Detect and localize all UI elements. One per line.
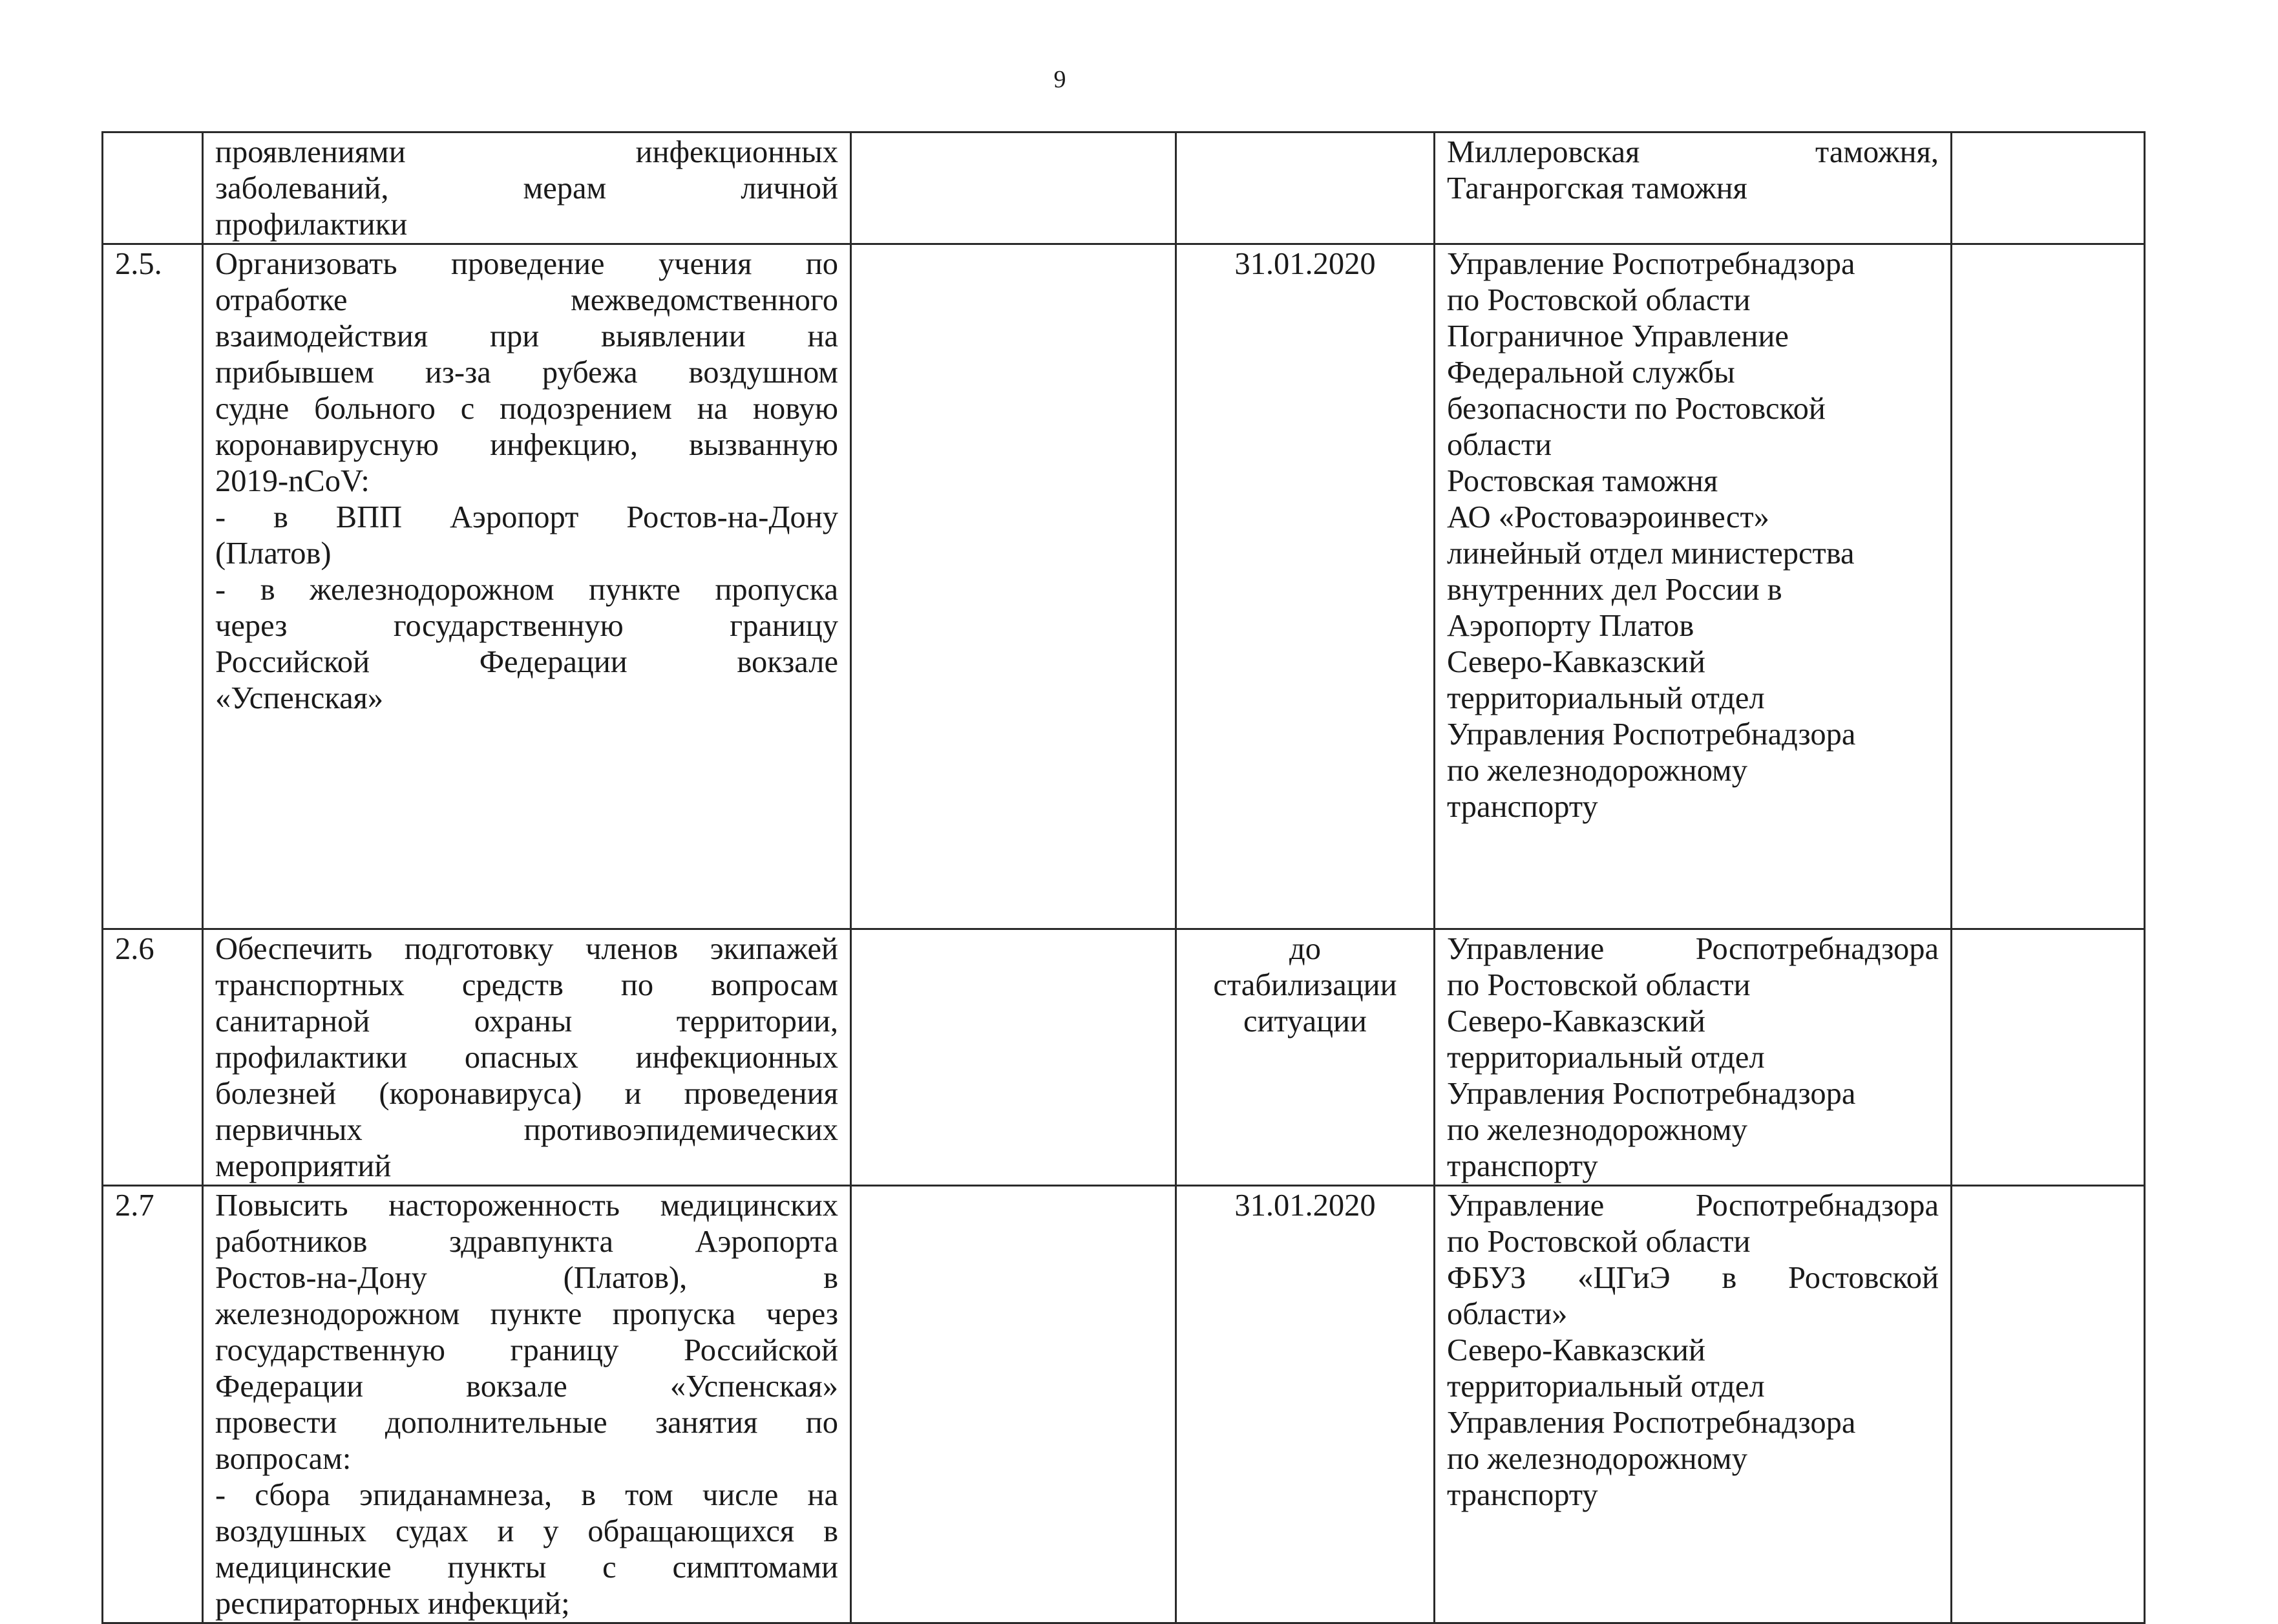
text-line: - в ВПП Аэропорт Ростов-на-Дону (215, 500, 838, 534)
measure-description-cell (203, 1186, 851, 1623)
text-line: Управления Роспотребнадзора (1447, 1406, 1856, 1440)
text-line: области» (1447, 1297, 1568, 1331)
text-line: 2019-nCoV: (215, 464, 370, 498)
text-line: прибывшем из-за рубежа воздушном (215, 355, 838, 390)
text-line: «Успенская» (215, 681, 384, 715)
text-line: профилактики опасных инфекционных (215, 1040, 838, 1075)
deadline-cell (1176, 929, 1435, 1186)
text-line: (Платов) (215, 536, 332, 571)
text-line: Управление Роспотребнадзора (1447, 1188, 1939, 1223)
text-line: отработке межведомственного (215, 283, 838, 317)
text-line: Таганрогская таможня (1447, 171, 1747, 206)
text-line: судне больного с подозрением на новую (215, 392, 838, 426)
text-line: территориальный отдел (1447, 681, 1765, 715)
responsible-cell (1435, 244, 1952, 929)
page-number: 9 (1053, 66, 1066, 93)
text-line: АО «Ростоваэроинвест» (1447, 500, 1769, 534)
text-line: профилактики (215, 207, 408, 242)
text-line: болезней (коронавируса) и проведения (215, 1077, 838, 1111)
text-line: вопросам: (215, 1442, 352, 1476)
item-number-cell: 2.5. (103, 244, 203, 929)
deadline-cell (1176, 132, 1435, 244)
measure-description-cell (203, 244, 851, 929)
text-line: Управление Роспотребнадзора (1447, 247, 1855, 281)
text-line: мероприятий (215, 1149, 392, 1183)
text-line: по железнодорожному (1447, 754, 1747, 788)
text-line: коронавирусную инфекцию, вызванную (215, 428, 838, 462)
table-row (103, 244, 2145, 929)
item-number-cell: 2.6 (103, 929, 203, 1186)
table-row (103, 132, 2145, 244)
text-line: внутренних дел России в (1447, 573, 1782, 607)
table-row (103, 929, 2145, 1186)
text-line: Организовать проведение учения по (215, 247, 838, 281)
deadline-line: стабилизации (1213, 968, 1397, 1002)
text-line: Северо-Кавказский (1447, 1333, 1705, 1367)
note-cell (1952, 244, 2145, 929)
deadline-line: до (1289, 932, 1321, 966)
text-line: транспортных средств по вопросам (215, 968, 838, 1002)
text-line: респираторных инфекций; (215, 1587, 570, 1621)
text-line: территориальный отдел (1447, 1369, 1765, 1404)
text-line: воздушных судах и у обращающихся в (215, 1514, 838, 1548)
text-line: транспорту (1447, 790, 1598, 824)
text-line: линейный отдел министерства (1447, 536, 1855, 571)
text-line: транспорту (1447, 1149, 1598, 1183)
measures-table (101, 131, 2146, 1624)
text-line: Российской Федерации вокзале (215, 645, 838, 679)
text-line: территориальный отдел (1447, 1040, 1765, 1075)
text-line: Управления Роспотребнадзора (1447, 717, 1856, 752)
text-line: провести дополнительные занятия по (215, 1406, 838, 1440)
text-line: Ростовская таможня (1447, 464, 1718, 498)
empty-cell (851, 132, 1176, 244)
text-line: по Ростовской области (1447, 968, 1751, 1002)
text-line: Управление Роспотребнадзора (1447, 932, 1939, 966)
deadline-line: ситуации (1243, 1004, 1367, 1039)
text-line: проявлениями инфекционных (215, 135, 838, 169)
note-cell (1952, 929, 2145, 1186)
text-line: по железнодорожному (1447, 1442, 1747, 1476)
note-cell (1952, 132, 2145, 244)
text-line: - сбора эпиданамнеза, в том числе на (215, 1478, 838, 1512)
responsible-cell (1435, 929, 1952, 1186)
deadline-cell: 31.01.2020 (1176, 1186, 1435, 1623)
text-line: Северо-Кавказский (1447, 1004, 1705, 1039)
item-number-cell (103, 132, 203, 244)
text-line: - в железнодорожном пункте пропуска (215, 573, 838, 607)
text-line: области (1447, 428, 1552, 462)
text-line: Федеральной службы (1447, 355, 1735, 390)
text-line: взаимодействия при выявлении на (215, 319, 838, 353)
responsible-cell (1435, 1186, 1952, 1623)
table-row (103, 1186, 2145, 1623)
text-line: железнодорожном пункте пропуска через (215, 1297, 838, 1331)
text-line: по Ростовской области (1447, 283, 1751, 317)
item-number-cell: 2.7 (103, 1186, 203, 1623)
text-line: первичных противоэпидемических (215, 1113, 838, 1147)
text-line: Федерации вокзале «Успенская» (215, 1369, 838, 1404)
text-line: по железнодорожному (1447, 1113, 1747, 1147)
text-line: работников здравпункта Аэропорта (215, 1225, 838, 1259)
measure-description-cell (203, 929, 851, 1186)
text-line: Миллеровская таможня, (1447, 135, 1939, 169)
empty-cell (851, 929, 1176, 1186)
text-line: ФБУЗ «ЦГиЭ в Ростовской (1447, 1261, 1939, 1295)
note-cell (1952, 1186, 2145, 1623)
deadline-cell: 31.01.2020 (1176, 244, 1435, 929)
text-line: транспорту (1447, 1478, 1598, 1512)
text-line: через государственную границу (215, 609, 838, 643)
text-line: санитарной охраны территории, (215, 1004, 838, 1039)
text-line: Северо-Кавказский (1447, 645, 1705, 679)
text-line: Пограничное Управление (1447, 319, 1789, 353)
measure-description-cell (203, 132, 851, 244)
empty-cell (851, 244, 1176, 929)
text-line: Управления Роспотребнадзора (1447, 1077, 1856, 1111)
responsible-cell (1435, 132, 1952, 244)
text-line: Ростов-на-Дону (Платов), в (215, 1261, 838, 1295)
text-line: Обеспечить подготовку членов экипажей (215, 932, 838, 966)
text-line: по Ростовской области (1447, 1225, 1751, 1259)
text-line: безопасности по Ростовской (1447, 392, 1826, 426)
text-line: Повысить настороженность медицинских (215, 1188, 838, 1223)
text-line: заболеваний, мерам личной (215, 171, 838, 206)
empty-cell (851, 1186, 1176, 1623)
text-line: медицинские пункты с симптомами (215, 1550, 838, 1585)
text-line: Аэропорту Платов (1447, 609, 1694, 643)
text-line: государственную границу Российской (215, 1333, 838, 1367)
